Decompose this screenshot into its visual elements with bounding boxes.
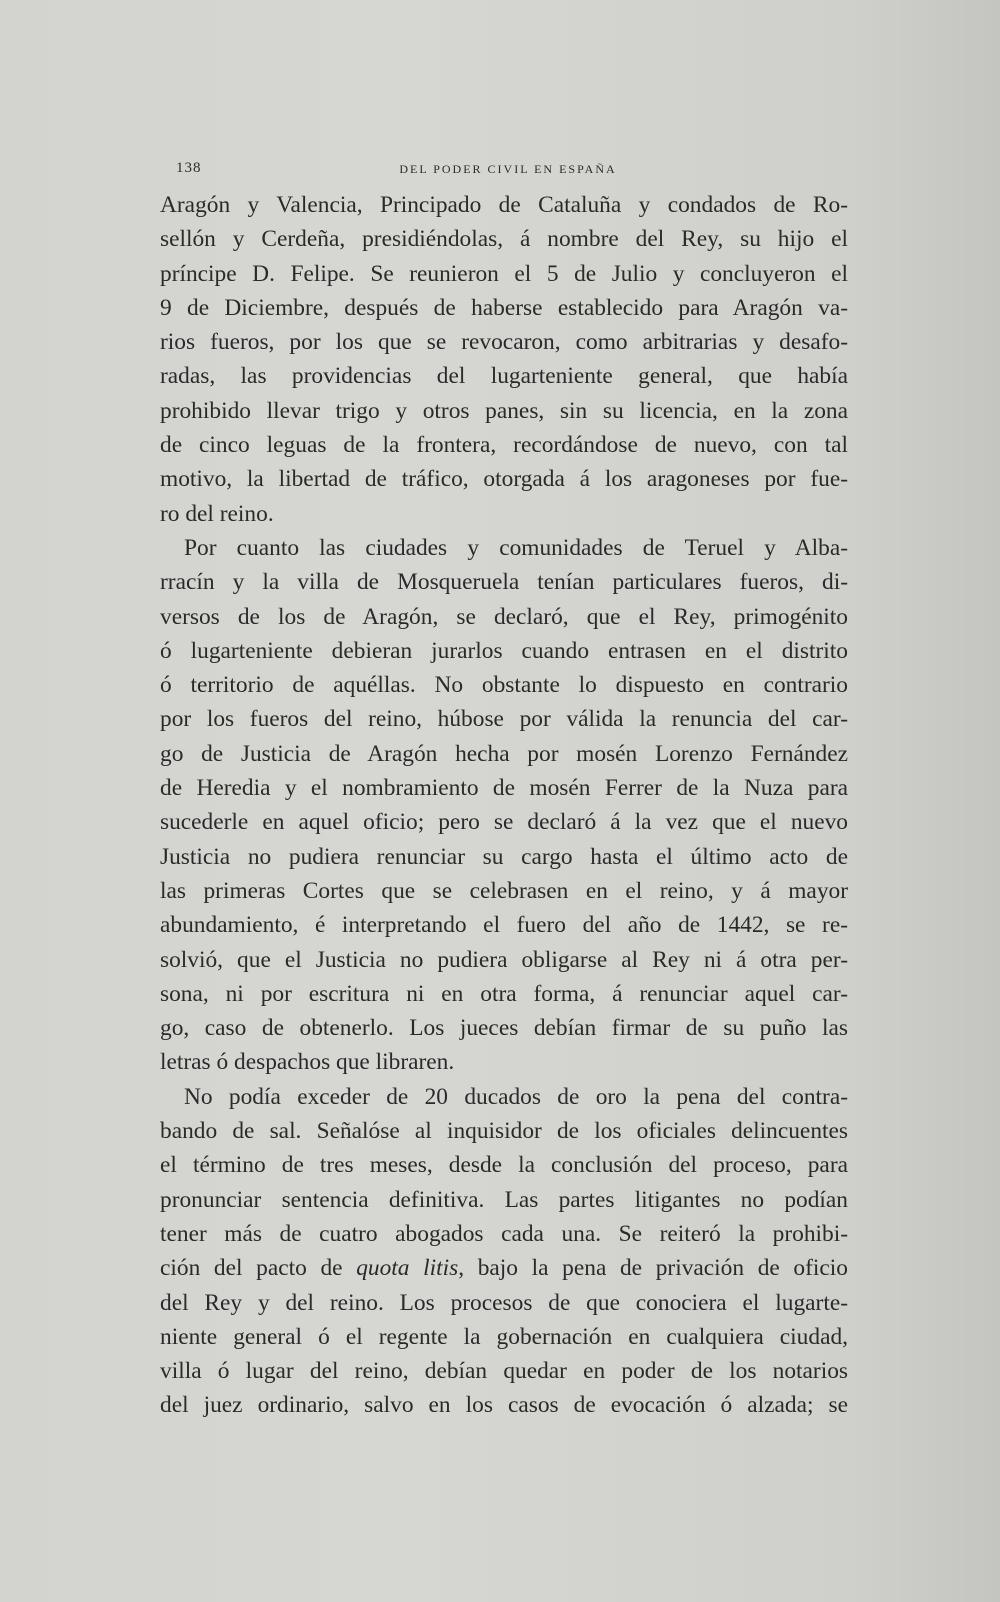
text-line: ó territorio de aquéllas. No obstante lo dispuesto en contrario (160, 672, 848, 699)
text-line: pronunciar sentencia definitiva. Las partes litigantes no podían (160, 1186, 848, 1213)
text-line: go de Justicia de Aragón hecha por mosén Lorenzo Fernández (160, 740, 848, 767)
body-text (160, 188, 848, 1423)
text-line: de Heredia y el nombramiento de mosén Ferrer de la Nuza para (160, 775, 848, 802)
text-line: sona, ni por escritura ni en otra forma, á renunciar aquel car- (160, 980, 848, 1007)
text-line: niente general ó el regente la gobernación en cualquiera ciudad, (160, 1323, 848, 1350)
running-title: DEL PODER CIVIL EN ESPAÑA (399, 162, 617, 176)
text-line: rracín y la villa de Mosqueruela tenían particulares fueros, di- (160, 569, 848, 596)
text-line: Justicia no pudiera renunciar su cargo hasta el último acto de (160, 843, 848, 870)
text-line: radas, las providencias del lugarteniente general, que había (160, 363, 848, 390)
text-line: 9 de Diciembre, después de haberse establecido para Aragón va- (160, 294, 848, 321)
text-line: el término de tres meses, desde la conclusión del proceso, para (160, 1152, 848, 1179)
text-line: villa ó lugar del reino, debían quedar en poder de los notarios (160, 1358, 848, 1385)
text-line: ó lugarteniente debieran jurarlos cuando entrasen en el distrito (160, 637, 848, 664)
text-line: rios fueros, por los que se revocaron, como arbitrarias y desafo- (160, 329, 848, 356)
text-line: del juez ordinario, salvo en los casos de evocación ó alzada; se (160, 1392, 848, 1419)
page-number: 138 (176, 160, 202, 176)
italic-term: quota litis (356, 1255, 459, 1282)
text-line: príncipe D. Felipe. Se reunieron el 5 de Julio y concluyeron el (160, 260, 848, 287)
text-line: go, caso de obtenerlo. Los jueces debían firmar de su puño las (160, 1015, 848, 1042)
text-line: No podía exceder de 20 ducados de oro la pena del contra- (184, 1083, 848, 1110)
text-line: por los fueros del reino, húbose por válida la renuncia del car- (160, 706, 848, 733)
text-line: las primeras Cortes que se celebrasen en el reino, y á mayor (160, 877, 848, 904)
text-fragment: ción del pacto de (160, 1255, 357, 1282)
text-line: del Rey y del reino. Los procesos de que conociera el lugarte- (160, 1289, 848, 1316)
text-line: abundamiento, é interpretando el fuero del año de 1442, se re- (160, 912, 848, 939)
text-line: letras ó despachos que libraren. (160, 1049, 455, 1076)
text-line: ro del reino. (160, 500, 274, 527)
text-line: versos de los de Aragón, se declaró, que el Rey, primogénito (160, 603, 848, 630)
text-line: Por cuanto las ciudades y comunidades de Teruel y Alba- (184, 534, 848, 561)
text-line: solvió, que el Justicia no pudiera obligarse al Rey ni á otra per- (160, 946, 848, 973)
text-line: tener más de cuatro abogados cada una. Se reiteró la prohibi- (160, 1220, 848, 1247)
text-line: de cinco leguas de la frontera, recordándose de nuevo, con tal (160, 432, 848, 459)
text-line (160, 1251, 848, 1285)
page-header (176, 160, 840, 184)
text-line: sucederle en aquel oficio; pero se declaró á la vez que el nuevo (160, 809, 848, 836)
text-line: Aragón y Valencia, Principado de Cataluña y condados de Ro- (160, 192, 848, 218)
text-line: prohibido llevar trigo y otros panes, sin su licencia, en la zona (160, 397, 848, 424)
text-line: motivo, la libertad de tráfico, otorgada á los aragoneses por fue- (160, 466, 848, 493)
text-fragment: , bajo la pena de privación de oficio (458, 1255, 848, 1282)
text-line: bando de sal. Señalóse al inquisidor de los oficiales delincuentes (160, 1118, 848, 1145)
text-line: sellón y Cerdeña, presidiéndolas, á nombre del Rey, su hijo el (160, 226, 848, 253)
